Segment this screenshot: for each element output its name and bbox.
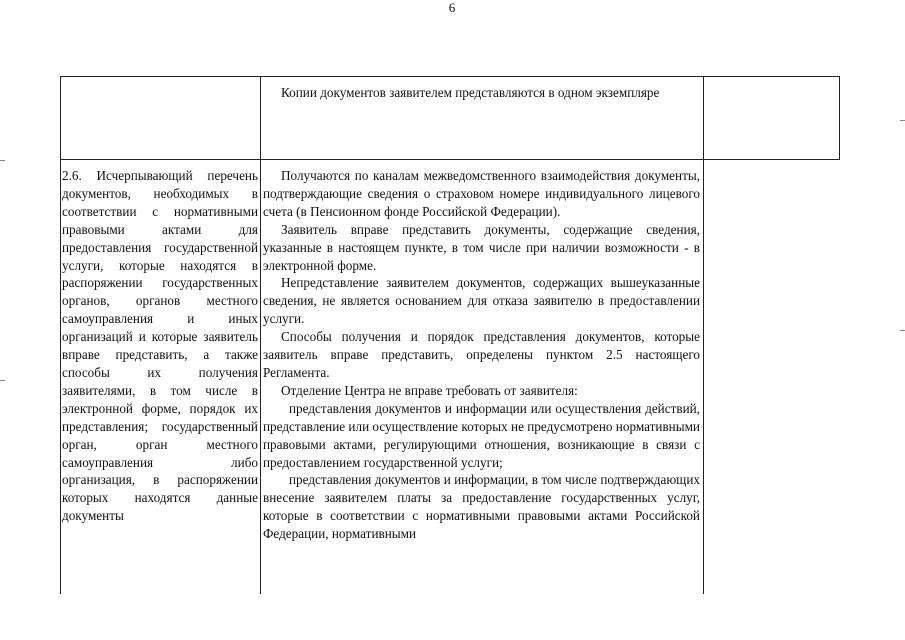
paragraph-item-2: представления документов и информации, в том числе подтверждающих внесение заявителем платы за предоставление государственных услуг, которые в соответствии с нормативными правовыми актами Российской Федерации, нормативными: [263, 472, 700, 542]
paragraph-interagency: Получаются по каналам межведомственного взаимодействия документы, подтверждающие сведения о страховом номере индивидуального лицевого счета (в Пенсионном фонде Российской Федерации).: [263, 168, 700, 219]
scan-mark: [0, 160, 5, 161]
table-column-divider-2: [703, 76, 704, 594]
row2-middle-cell: [263, 167, 700, 543]
paragraph-non-submission: Непредставление заявителем документов, содержащих вышеуказанные сведения, не является основанием для отказа заявителю в предоставлении услуги.: [263, 275, 700, 327]
paragraph-center-not-entitled: Отделение Центра не вправе требовать от заявителя:: [281, 382, 578, 398]
scan-mark: [0, 380, 5, 381]
scan-mark: [900, 330, 905, 331]
paragraph-methods: Способы получения и порядок представления документов, которые заявитель вправе представить, определены пунктом 2.5 настоящего Регламента.: [263, 329, 700, 380]
table-left-border: [60, 76, 61, 594]
row2-left-cell: [62, 167, 258, 525]
row1-middle-cell: [263, 84, 700, 102]
page-number: 6: [448, 0, 456, 15]
table-column-divider-1: [260, 76, 261, 594]
section-heading-2-6: 2.6. Исчерпывающий перечень документов, необходимых в соответствии с нормативными правовыми актами для предоставления государственной услуги, которые находятся в распоряжении государственных органов, органов местного самоуправления и иных организаций и которые заявитель вправе представить, а также способы их получения заявителями, в том числе в электронной форме, порядок их представления; государственный орган, орган местного самоуправления либо организация, в распоряжении которых находятся данные документы: [62, 168, 258, 524]
table-right-border: [839, 76, 840, 160]
scan-mark: [900, 120, 905, 121]
paragraph-applicant-right: Заявитель вправе представить документы, содержащие сведения, указанные в настоящем пункте, в том числе при наличии возможности - в электронной форме.: [263, 221, 700, 273]
table-top-border: [60, 76, 840, 77]
table-row-divider: [60, 159, 840, 160]
paragraph-item-1: представления документов и информации или осуществления действий, представление или осуществление которых не предусмотрено нормативными правовыми актами, регулирующими отношения, возникающие в связи с предоставлением государственной услуги;: [263, 400, 700, 470]
row1-paragraph: Копии документов заявителем представляются в одном экземпляре: [281, 85, 660, 100]
